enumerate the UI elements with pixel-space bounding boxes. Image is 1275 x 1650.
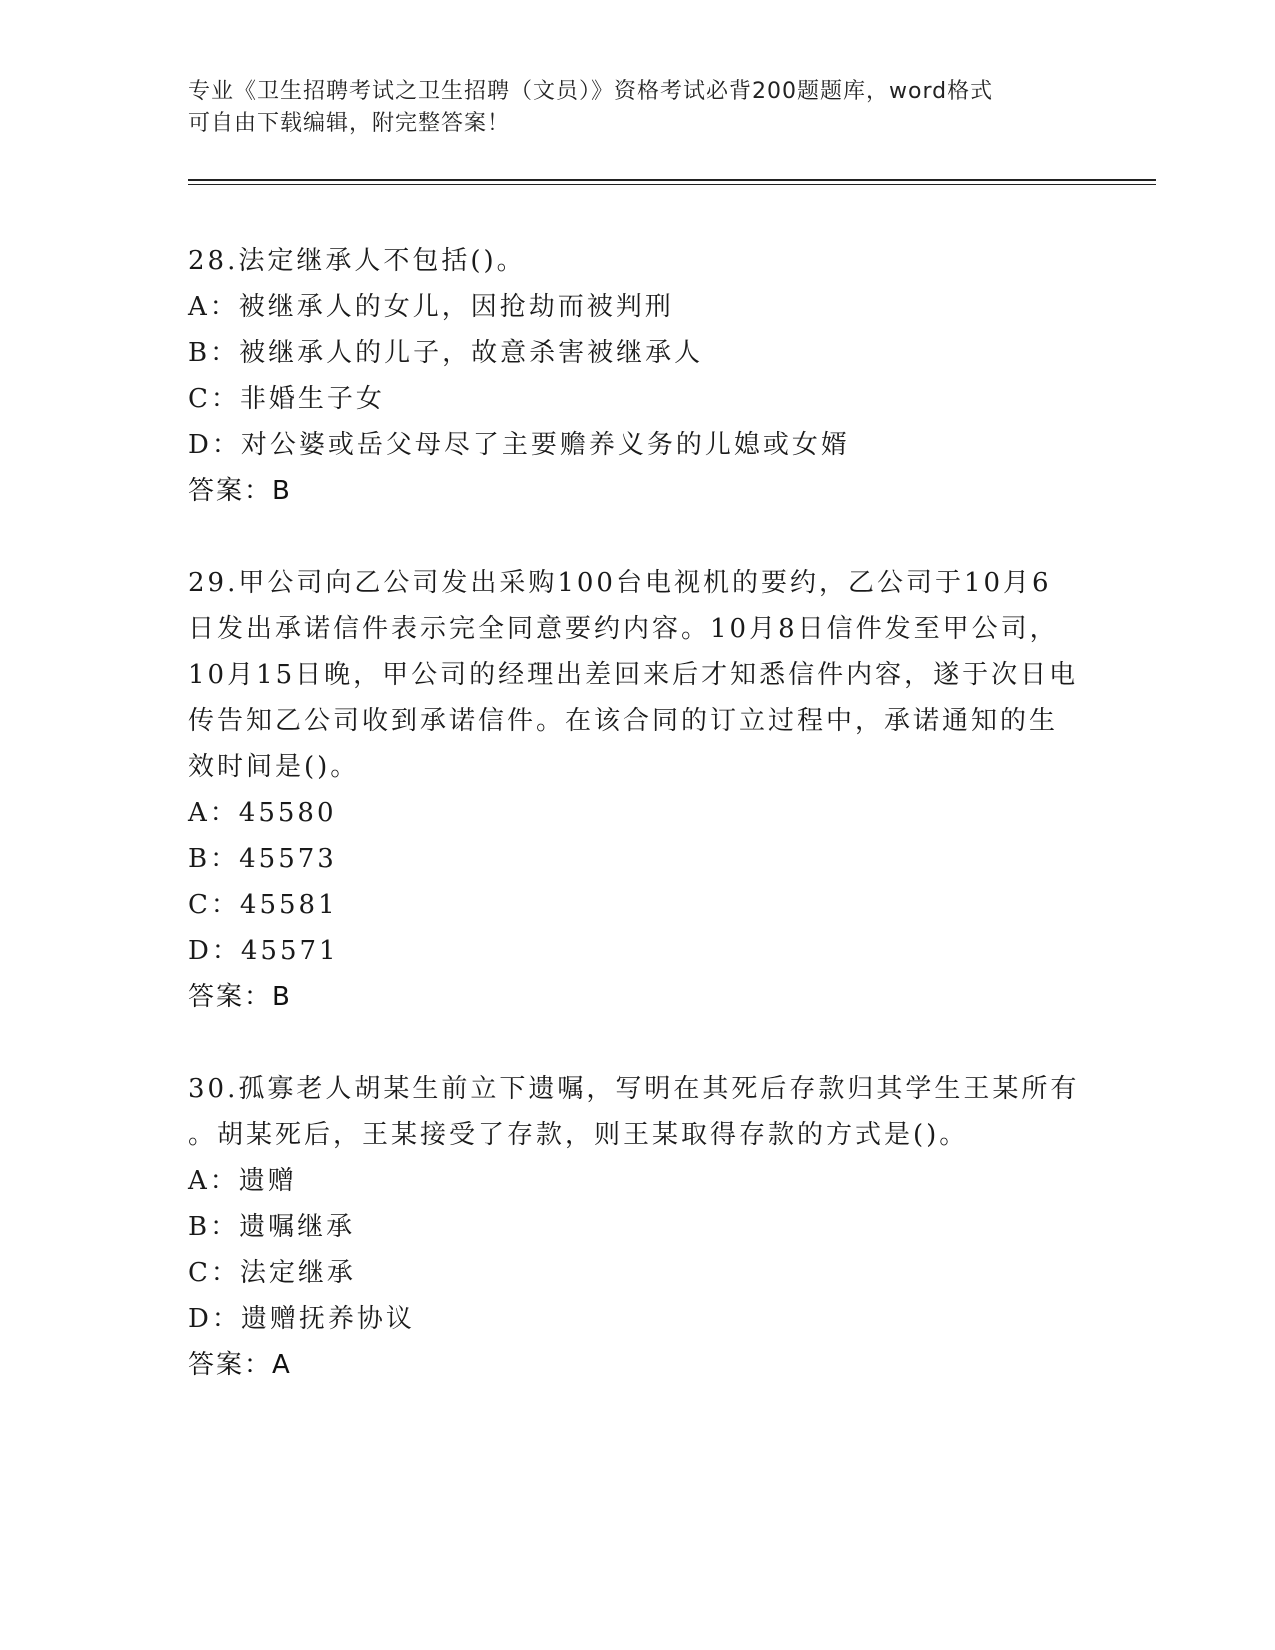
option-key: D： — [188, 936, 241, 966]
option-key: A： — [188, 292, 239, 322]
option-a — [188, 284, 1088, 330]
option-b — [188, 1204, 1088, 1250]
question-29 — [188, 560, 1088, 1020]
question-stem-line: 效时间是()。 — [188, 752, 360, 782]
document-header — [188, 76, 1068, 140]
option-key: C： — [188, 1258, 240, 1288]
option-a — [188, 1158, 1088, 1204]
option-key: B： — [188, 338, 240, 368]
option-text: 非婚生子女 — [239, 384, 385, 414]
option-text: 遗赠抚养协议 — [240, 1304, 415, 1334]
question-list — [188, 238, 1088, 1434]
question-stem-line: 29.甲公司向乙公司发出采购100台电视机的要约，乙公司于10月6 — [188, 568, 1052, 598]
option-b — [188, 836, 1088, 882]
option-key: C： — [188, 890, 240, 920]
answer-line: 答案：B — [188, 476, 292, 506]
option-a — [188, 790, 1088, 836]
option-text: 法定继承 — [239, 1258, 356, 1288]
option-text: 被继承人的女儿，因抢劫而被判刑 — [238, 292, 674, 322]
option-c — [188, 376, 1088, 422]
answer-line: 答案：B — [188, 982, 292, 1012]
option-c — [188, 882, 1088, 928]
option-text: 45573 — [239, 844, 337, 874]
option-c — [188, 1250, 1088, 1296]
question-30 — [188, 1066, 1088, 1388]
option-text: 45580 — [238, 798, 337, 828]
option-key: B： — [188, 844, 240, 874]
option-d — [188, 928, 1088, 974]
option-text: 45571 — [240, 936, 339, 966]
header-line-1: 专业《卫生招聘考试之卫生招聘（文员）》资格考试必背200题题库，word格式 — [188, 79, 994, 104]
question-stem-line: 10月15日晚，甲公司的经理出差回来后才知悉信件内容，遂于次日电 — [188, 660, 1079, 690]
option-key: A： — [188, 798, 239, 828]
option-text: 对公婆或岳父母尽了主要赡养义务的儿媳或女婿 — [240, 430, 850, 460]
header-line-2: 可自由下载编辑，附完整答案！ — [188, 111, 511, 136]
option-d — [188, 1296, 1088, 1342]
question-stem-line: 。胡某死后，王某接受了存款，则王某取得存款的方式是()。 — [188, 1120, 969, 1150]
question-28 — [188, 238, 1088, 514]
option-text: 45581 — [239, 890, 338, 920]
option-text: 遗赠 — [238, 1166, 297, 1196]
header-divider-thick — [188, 179, 1156, 181]
question-stem-line: 30.孤寡老人胡某生前立下遗嘱，写明在其死后存款归其学生王某所有 — [188, 1074, 1080, 1104]
option-text: 被继承人的儿子，故意杀害被继承人 — [239, 338, 704, 368]
question-stem-line: 日发出承诺信件表示完全同意要约内容。10月8日信件发至甲公司， — [188, 614, 1059, 644]
header-divider-thin — [188, 184, 1156, 185]
option-b — [188, 330, 1088, 376]
answer-line: 答案：A — [188, 1350, 292, 1380]
option-key: D： — [188, 1304, 241, 1334]
question-stem: 28.法定继承人不包括()。 — [188, 246, 526, 276]
option-key: B： — [188, 1212, 240, 1242]
option-d — [188, 422, 1088, 468]
option-key: C： — [188, 384, 240, 414]
option-key: A： — [188, 1166, 239, 1196]
option-text: 遗嘱继承 — [239, 1212, 356, 1242]
option-key: D： — [188, 430, 241, 460]
question-stem-line: 传告知乙公司收到承诺信件。在该合同的订立过程中，承诺通知的生 — [188, 706, 1059, 736]
